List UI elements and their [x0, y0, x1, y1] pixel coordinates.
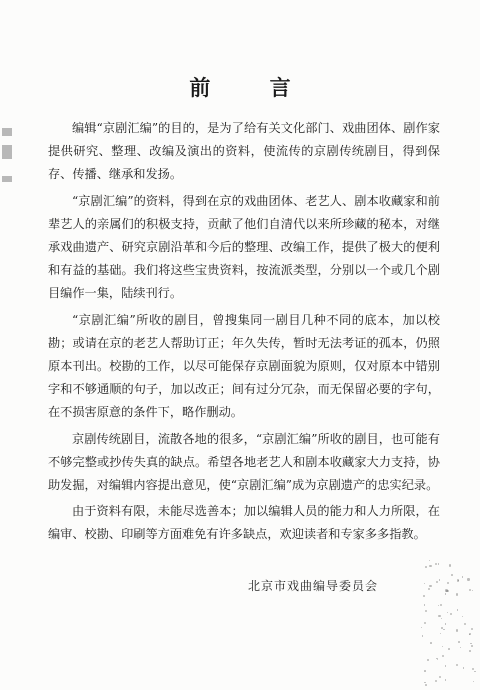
scan-speckle — [447, 582, 449, 584]
scan-speckle — [448, 648, 450, 650]
scan-speckle — [463, 667, 464, 668]
scan-speckle — [424, 682, 426, 684]
scan-speckle — [464, 623, 466, 625]
body-text — [48, 117, 440, 550]
scan-speckle — [471, 645, 473, 647]
scan-speckle — [462, 616, 463, 617]
scan-speckle — [446, 590, 448, 592]
scan-speckle — [427, 659, 429, 661]
scan-margin-mark — [2, 145, 12, 159]
scan-speckle — [473, 681, 474, 682]
signature: 北京市戏曲编导委员会 — [248, 579, 379, 593]
scan-speckle — [445, 623, 446, 624]
paragraph-4: 京剧传统剧目，流散各地的很多，“京剧汇编”所收的剧目，也可能有不够完整或抄传失真的缺点。希望各地老艺人和剧本收藏家大力支持，协助发掘，对编辑内容提出意见，使“京剧汇编”成为京剧遗产的忠实纪录。 — [48, 431, 440, 493]
scan-speckle — [469, 633, 471, 635]
scan-speckle — [435, 563, 437, 565]
scan-speckle — [471, 628, 473, 630]
scan-speckle — [469, 589, 471, 591]
scan-speckle — [430, 642, 432, 644]
scan-speckle — [469, 650, 471, 652]
scan-speckle — [439, 579, 441, 581]
scan-speckle — [447, 612, 448, 613]
paragraph-5: 由于资料有限，未能尽选善本；加以编辑人员的能力和人力所限，在编审、校勘、印刷等方面难免有许多缺点，欢迎读者和专家多多指教。 — [48, 504, 440, 542]
scan-speckle — [445, 593, 447, 595]
scan-speckle — [462, 576, 463, 577]
scan-speckle — [429, 565, 431, 567]
scan-speckle — [424, 604, 426, 606]
page-title: 前 言 — [189, 75, 317, 100]
scan-speckle — [422, 635, 423, 636]
scan-speckle — [425, 566, 427, 568]
scan-speckle — [467, 578, 469, 580]
scan-speckle — [438, 615, 441, 618]
scan-speckle — [472, 668, 475, 671]
scan-speckle — [451, 574, 453, 576]
scan-speckle — [457, 609, 459, 611]
scan-speckle — [450, 613, 452, 615]
scan-speckle — [438, 605, 439, 606]
scan-speckle — [425, 684, 427, 686]
scan-speckle — [472, 590, 473, 591]
scan-speckle — [440, 633, 441, 634]
scan-speckle — [443, 629, 444, 630]
scan-speckle — [456, 593, 458, 595]
scan-speckle — [421, 627, 422, 628]
scan-speckle — [460, 647, 461, 648]
scan-speckle — [445, 665, 447, 667]
scan-speckle — [424, 622, 426, 624]
scan-speckle — [439, 676, 441, 678]
scan-speckle — [429, 560, 430, 561]
scan-margin-mark — [2, 176, 12, 182]
scan-speckle — [442, 655, 444, 657]
scan-speckle — [474, 671, 476, 673]
paragraph-2: “京剧汇编”的资料，得到在京的戏曲团体、老艺人、剧本收藏家和前辈艺人的亲属们的积极支持，贡献了他们自清代以来所珍藏的秘本，对继承戏曲遗产、研究京剧沿革和今后的整理、改编工作，提供了极大的便利和有益的基础。我们将这些宝贵资料，按流派类型，分别以一个或几个剧目编作一集，陆续刊行。 — [48, 193, 440, 301]
scan-speckle — [428, 588, 430, 590]
scan-speckle — [449, 564, 452, 567]
scan-speckle — [457, 579, 460, 582]
scan-speckle — [456, 629, 458, 631]
scan-speckle — [423, 595, 425, 597]
scan-margin-mark — [2, 128, 12, 136]
scan-speckle — [458, 641, 460, 643]
paragraph-1: 编辑“京剧汇编”的目的，是为了给有关文化部门、戏曲团体、剧作家提供研究、整理、改编及演出的资料，使流传的京剧传统剧目，得到保存、传播、继承和发扬。 — [48, 121, 440, 182]
paragraph-3: “京剧汇编”所收的剧目，曾搜集同一剧目几种不同的底本，加以校勘；或请在京的老艺人帮助订正；年久失传，暂时无法考证的孤本，仍照原本刊出。校勘的工作，以尽可能保存京剧面貌为原则，仅对原本中错别字和不够通顺的句子，加以改正；间有过分冗杂，而无保留必要的字句，在不损害原意的条件下，略作删动。 — [48, 312, 440, 420]
scan-speckle — [438, 563, 440, 565]
scan-speckle — [424, 670, 426, 672]
scan-speckle — [429, 585, 431, 587]
scan-speckle — [445, 679, 446, 680]
scan-speckle — [470, 643, 471, 644]
scan-speckle — [441, 618, 442, 619]
scan-speckle — [456, 664, 459, 667]
scan-speckle — [425, 610, 427, 612]
scan-speckle — [442, 646, 443, 647]
scan-speckle — [440, 604, 442, 606]
scan-speckle — [437, 659, 438, 660]
scan-speckle — [435, 680, 437, 682]
